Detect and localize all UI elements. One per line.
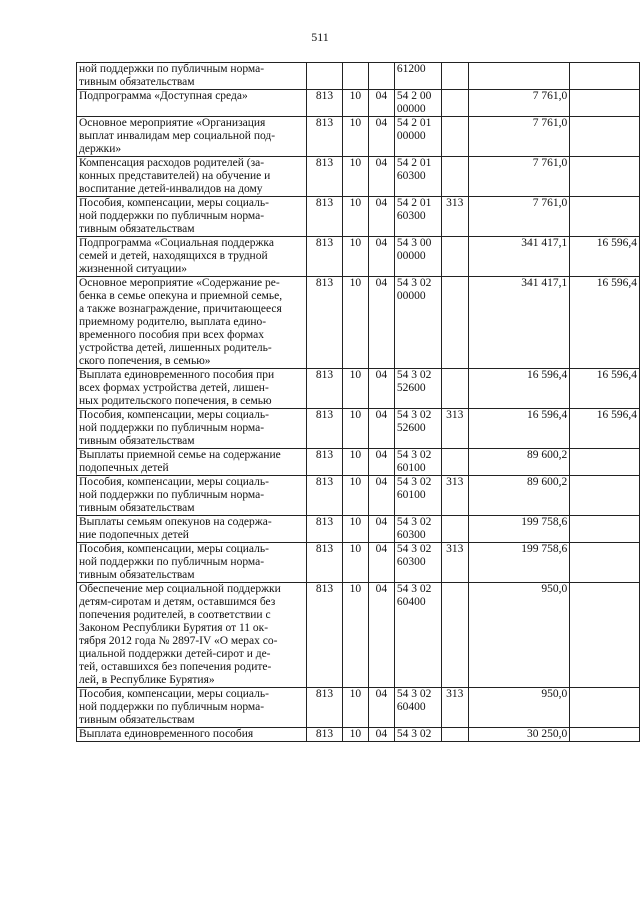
table-row bbox=[77, 90, 640, 117]
section-code-cell bbox=[342, 63, 368, 90]
subsection-code-cell: 04 bbox=[368, 90, 394, 117]
expense-type-cell: 313 bbox=[441, 197, 468, 237]
table-row bbox=[77, 157, 640, 197]
expense-type-cell bbox=[441, 369, 468, 409]
subsection-code-cell: 04 bbox=[368, 688, 394, 728]
target-article-cell: 54 2 01 60300 bbox=[394, 157, 441, 197]
target-article-cell: 54 3 02 60100 bbox=[394, 476, 441, 516]
amount-federal-cell: 16 596,4 bbox=[570, 237, 640, 277]
expense-type-cell bbox=[441, 90, 468, 117]
section-code-cell: 10 bbox=[342, 369, 368, 409]
expense-type-cell: 313 bbox=[441, 409, 468, 449]
table-row bbox=[77, 277, 640, 369]
row-name-cell: Подпрограмма «Социальная поддержка семей и детей, находящихся в трудной жизненной ситуации» bbox=[77, 237, 307, 277]
target-article-cell: 54 3 02 52600 bbox=[394, 409, 441, 449]
amount-federal-cell bbox=[570, 157, 640, 197]
expense-type-cell bbox=[441, 237, 468, 277]
ministry-code-cell: 813 bbox=[307, 688, 343, 728]
ministry-code-cell: 813 bbox=[307, 543, 343, 583]
subsection-code-cell: 04 bbox=[368, 369, 394, 409]
subsection-code-cell: 04 bbox=[368, 449, 394, 476]
section-code-cell: 10 bbox=[342, 277, 368, 369]
amount-total-cell: 7 761,0 bbox=[468, 157, 570, 197]
table-row bbox=[77, 688, 640, 728]
target-article-cell: 54 2 01 60300 bbox=[394, 197, 441, 237]
row-name-cell: ной поддержки по публичным норма- тивным обязательствам bbox=[77, 63, 307, 90]
target-article-cell: 54 3 02 60300 bbox=[394, 543, 441, 583]
row-name-cell: Пособия, компенсации, меры социаль- ной поддержки по публичным норма- тивным обязательствам bbox=[77, 688, 307, 728]
amount-total-cell bbox=[468, 63, 570, 90]
row-name-cell: Выплата единовременного пособия при всех формах устройства детей, лишен- ных родительского попечения, в семью bbox=[77, 369, 307, 409]
ministry-code-cell: 813 bbox=[307, 237, 343, 277]
amount-total-cell: 89 600,2 bbox=[468, 476, 570, 516]
ministry-code-cell: 813 bbox=[307, 277, 343, 369]
expense-type-cell bbox=[441, 516, 468, 543]
section-code-cell: 10 bbox=[342, 157, 368, 197]
target-article-cell: 54 3 02 52600 bbox=[394, 369, 441, 409]
subsection-code-cell: 04 bbox=[368, 728, 394, 742]
target-article-cell: 54 3 02 60300 bbox=[394, 516, 441, 543]
table-row bbox=[77, 197, 640, 237]
table-body bbox=[77, 63, 640, 742]
amount-federal-cell bbox=[570, 90, 640, 117]
row-name-cell: Выплаты семьям опекунов на содержа- ние подопечных детей bbox=[77, 516, 307, 543]
row-name-cell: Обеспечение мер социальной поддержки детям-сиротам и детям, оставшимся без попечения родителей, в соответствии с Законом Республики Бурятия от 11 ок- тября 2012 года № 2897-IV «О мерах со- циальной поддержки детей-сирот и де- тей, оставшихся без попечения родите- лей, в Республике Бурятия» bbox=[77, 583, 307, 688]
section-code-cell: 10 bbox=[342, 476, 368, 516]
amount-federal-cell bbox=[570, 117, 640, 157]
row-name-cell: Выплата единовременного пособия bbox=[77, 728, 307, 742]
row-name-cell: Подпрограмма «Доступная среда» bbox=[77, 90, 307, 117]
section-code-cell: 10 bbox=[342, 117, 368, 157]
table-row bbox=[77, 117, 640, 157]
subsection-code-cell bbox=[368, 63, 394, 90]
target-article-cell: 54 3 02 60400 bbox=[394, 583, 441, 688]
row-name-cell: Компенсация расходов родителей (за- конных представителей) на обучение и воспитание детей-инвалидов на дому bbox=[77, 157, 307, 197]
row-name-cell: Пособия, компенсации, меры социаль- ной поддержки по публичным норма- тивным обязательствам bbox=[77, 197, 307, 237]
amount-total-cell: 16 596,4 bbox=[468, 409, 570, 449]
section-code-cell: 10 bbox=[342, 409, 368, 449]
amount-total-cell: 341 417,1 bbox=[468, 277, 570, 369]
ministry-code-cell: 813 bbox=[307, 728, 343, 742]
row-name-cell: Пособия, компенсации, меры социаль- ной поддержки по публичным норма- тивным обязательствам bbox=[77, 409, 307, 449]
amount-federal-cell bbox=[570, 197, 640, 237]
subsection-code-cell: 04 bbox=[368, 476, 394, 516]
table-row bbox=[77, 583, 640, 688]
row-name-cell: Основное мероприятие «Содержание ре- бенка в семье опекуна и приемной семье, а также вознаграждение, причитающееся приемному родителю, выплата едино- временного пособия при всех формах устройства детей, лишенных родитель- ского попечения, в семью» bbox=[77, 277, 307, 369]
amount-federal-cell bbox=[570, 728, 640, 742]
amount-total-cell: 341 417,1 bbox=[468, 237, 570, 277]
amount-total-cell: 16 596,4 bbox=[468, 369, 570, 409]
table-row bbox=[77, 516, 640, 543]
target-article-cell: 54 3 02 60400 bbox=[394, 688, 441, 728]
table-row bbox=[77, 409, 640, 449]
amount-total-cell: 950,0 bbox=[468, 583, 570, 688]
target-article-cell: 54 3 02 bbox=[394, 728, 441, 742]
ministry-code-cell: 813 bbox=[307, 117, 343, 157]
target-article-cell: 54 3 02 60100 bbox=[394, 449, 441, 476]
amount-federal-cell: 16 596,4 bbox=[570, 277, 640, 369]
expense-type-cell: 313 bbox=[441, 688, 468, 728]
table-row bbox=[77, 449, 640, 476]
subsection-code-cell: 04 bbox=[368, 543, 394, 583]
expense-type-cell bbox=[441, 583, 468, 688]
ministry-code-cell: 813 bbox=[307, 90, 343, 117]
subsection-code-cell: 04 bbox=[368, 157, 394, 197]
amount-federal-cell: 16 596,4 bbox=[570, 409, 640, 449]
expense-type-cell bbox=[441, 449, 468, 476]
subsection-code-cell: 04 bbox=[368, 117, 394, 157]
amount-total-cell: 30 250,0 bbox=[468, 728, 570, 742]
subsection-code-cell: 04 bbox=[368, 277, 394, 369]
expense-type-cell bbox=[441, 63, 468, 90]
page-number: 511 bbox=[311, 30, 329, 44]
ministry-code-cell: 813 bbox=[307, 409, 343, 449]
section-code-cell: 10 bbox=[342, 543, 368, 583]
row-name-cell: Пособия, компенсации, меры социаль- ной поддержки по публичным норма- тивным обязательствам bbox=[77, 476, 307, 516]
amount-federal-cell bbox=[570, 449, 640, 476]
amount-federal-cell bbox=[570, 516, 640, 543]
expense-type-cell bbox=[441, 277, 468, 369]
ministry-code-cell: 813 bbox=[307, 583, 343, 688]
amount-federal-cell bbox=[570, 476, 640, 516]
ministry-code-cell: 813 bbox=[307, 516, 343, 543]
row-name-cell: Выплаты приемной семье на содержание подопечных детей bbox=[77, 449, 307, 476]
table-row bbox=[77, 237, 640, 277]
ministry-code-cell: 813 bbox=[307, 157, 343, 197]
amount-federal-cell bbox=[570, 543, 640, 583]
subsection-code-cell: 04 bbox=[368, 516, 394, 543]
table-row bbox=[77, 728, 640, 742]
amount-total-cell: 7 761,0 bbox=[468, 90, 570, 117]
expense-type-cell: 313 bbox=[441, 543, 468, 583]
amount-federal-cell bbox=[570, 63, 640, 90]
expense-type-cell bbox=[441, 728, 468, 742]
section-code-cell: 10 bbox=[342, 197, 368, 237]
section-code-cell: 10 bbox=[342, 583, 368, 688]
section-code-cell: 10 bbox=[342, 728, 368, 742]
amount-total-cell: 7 761,0 bbox=[468, 117, 570, 157]
subsection-code-cell: 04 bbox=[368, 409, 394, 449]
subsection-code-cell: 04 bbox=[368, 583, 394, 688]
section-code-cell: 10 bbox=[342, 90, 368, 117]
table-row bbox=[77, 543, 640, 583]
section-code-cell: 10 bbox=[342, 516, 368, 543]
ministry-code-cell: 813 bbox=[307, 449, 343, 476]
section-code-cell: 10 bbox=[342, 449, 368, 476]
amount-federal-cell bbox=[570, 583, 640, 688]
ministry-code-cell: 813 bbox=[307, 369, 343, 409]
target-article-cell: 54 2 01 00000 bbox=[394, 117, 441, 157]
section-code-cell: 10 bbox=[342, 688, 368, 728]
budget-table bbox=[76, 62, 640, 742]
ministry-code-cell bbox=[307, 63, 343, 90]
amount-total-cell: 950,0 bbox=[468, 688, 570, 728]
ministry-code-cell: 813 bbox=[307, 197, 343, 237]
amount-federal-cell: 16 596,4 bbox=[570, 369, 640, 409]
row-name-cell: Основное мероприятие «Организация выплат инвалидам мер социальной под- держки» bbox=[77, 117, 307, 157]
table-row bbox=[77, 63, 640, 90]
amount-total-cell: 199 758,6 bbox=[468, 516, 570, 543]
expense-type-cell bbox=[441, 117, 468, 157]
target-article-cell: 61200 bbox=[394, 63, 441, 90]
target-article-cell: 54 2 00 00000 bbox=[394, 90, 441, 117]
amount-total-cell: 7 761,0 bbox=[468, 197, 570, 237]
target-article-cell: 54 3 00 00000 bbox=[394, 237, 441, 277]
row-name-cell: Пособия, компенсации, меры социаль- ной поддержки по публичным норма- тивным обязательствам bbox=[77, 543, 307, 583]
expense-type-cell bbox=[441, 157, 468, 197]
target-article-cell: 54 3 02 00000 bbox=[394, 277, 441, 369]
subsection-code-cell: 04 bbox=[368, 197, 394, 237]
subsection-code-cell: 04 bbox=[368, 237, 394, 277]
amount-total-cell: 199 758,6 bbox=[468, 543, 570, 583]
table-row bbox=[77, 369, 640, 409]
ministry-code-cell: 813 bbox=[307, 476, 343, 516]
expense-type-cell: 313 bbox=[441, 476, 468, 516]
amount-federal-cell bbox=[570, 688, 640, 728]
table-row bbox=[77, 476, 640, 516]
amount-total-cell: 89 600,2 bbox=[468, 449, 570, 476]
section-code-cell: 10 bbox=[342, 237, 368, 277]
